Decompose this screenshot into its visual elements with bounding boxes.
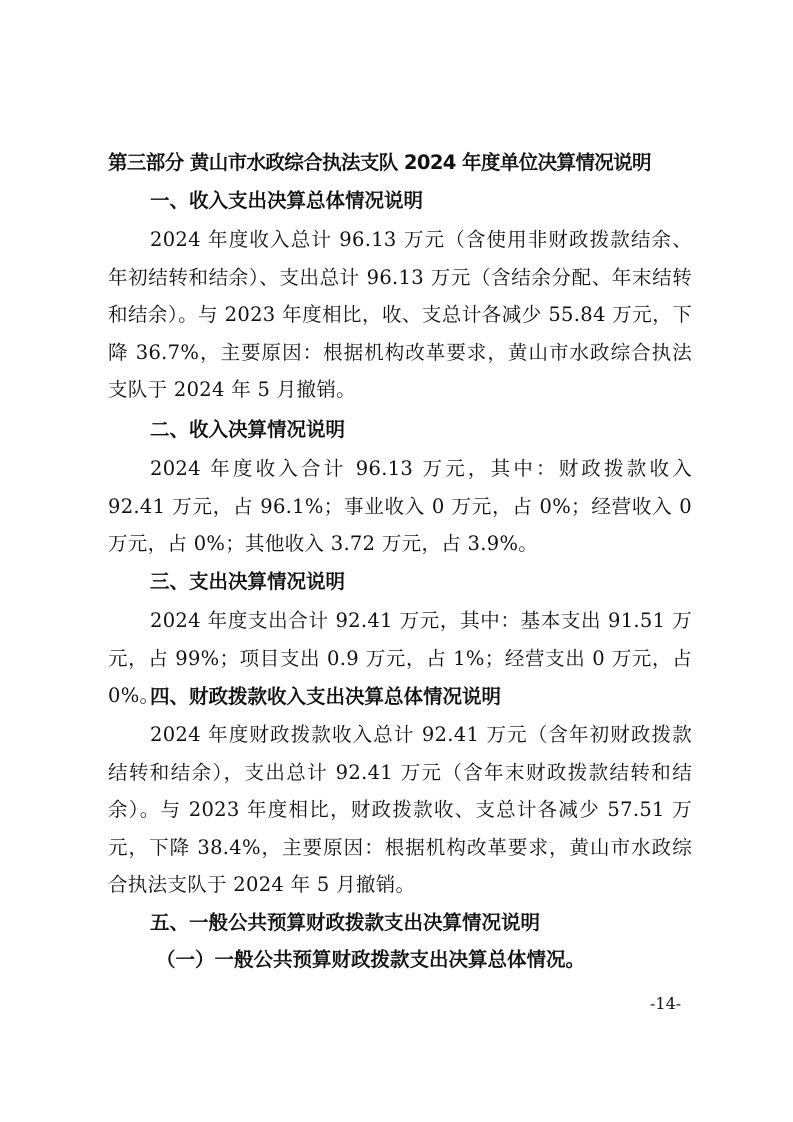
section-heading-2: 二、收入决算情况说明: [150, 418, 346, 441]
page-title: 第三部分 黄山市水政综合执法支队 2024 年度单位决算情况说明: [108, 151, 651, 174]
section-body-4: 2024 年度财政拨款收入总计 92.41 万元（含年初财政拨款结转和结余），支出总计 92.41 万元（含年末财政拨款结转和结余）。与 2023 年度相比，财政拨款收、支总计各减少 57.51 万元，下降 38.4%，主要原因：根据机构改革要求，黄山市水政综合执法支队于 2024 年 5 月撤销。: [108, 723, 692, 896]
section-body-2: 2024 年度收入合计 96.13 万元，其中：财政拨款收入 92.41 万元，占 96.1%；事业收入 0 万元，占 0%；经营收入 0 万元，占 0%；其他收入 3.72 万元，占 3.9%。: [108, 457, 692, 555]
section-heading-1: 一、收入支出决算总体情况说明: [150, 189, 424, 212]
section-body-1: 2024 年度收入总计 96.13 万元（含使用非财政拨款结余、年初结转和结余）、支出总计 96.13 万元（含结余分配、年末结转和结余）。与 2023 年度相比，收、支总计各减少 55.84 万元，下降 36.7%，主要原因：根据机构改革要求，黄山市水政综合执法支队于 2024 年 5 月撤销。: [108, 228, 692, 401]
subsection-heading-5-1: （一）一般公共预算财政拨款支出决算总体情况。: [156, 948, 586, 971]
section-heading-4: 四、财政拨款收入支出决算总体情况说明: [150, 685, 502, 708]
section-body-3: 2024 年度支出合计 92.41 万元，其中：基本支出 91.51 万元，占 99%；项目支出 0.9 万元，占 1%；经营支出 0 万元，占 0%。: [108, 609, 692, 707]
section-heading-5: 五、一般公共预算财政拨款支出决算情况说明: [150, 911, 541, 934]
section-heading-3: 三、支出决算情况说明: [150, 570, 346, 593]
page-number: -14-: [650, 994, 682, 1013]
